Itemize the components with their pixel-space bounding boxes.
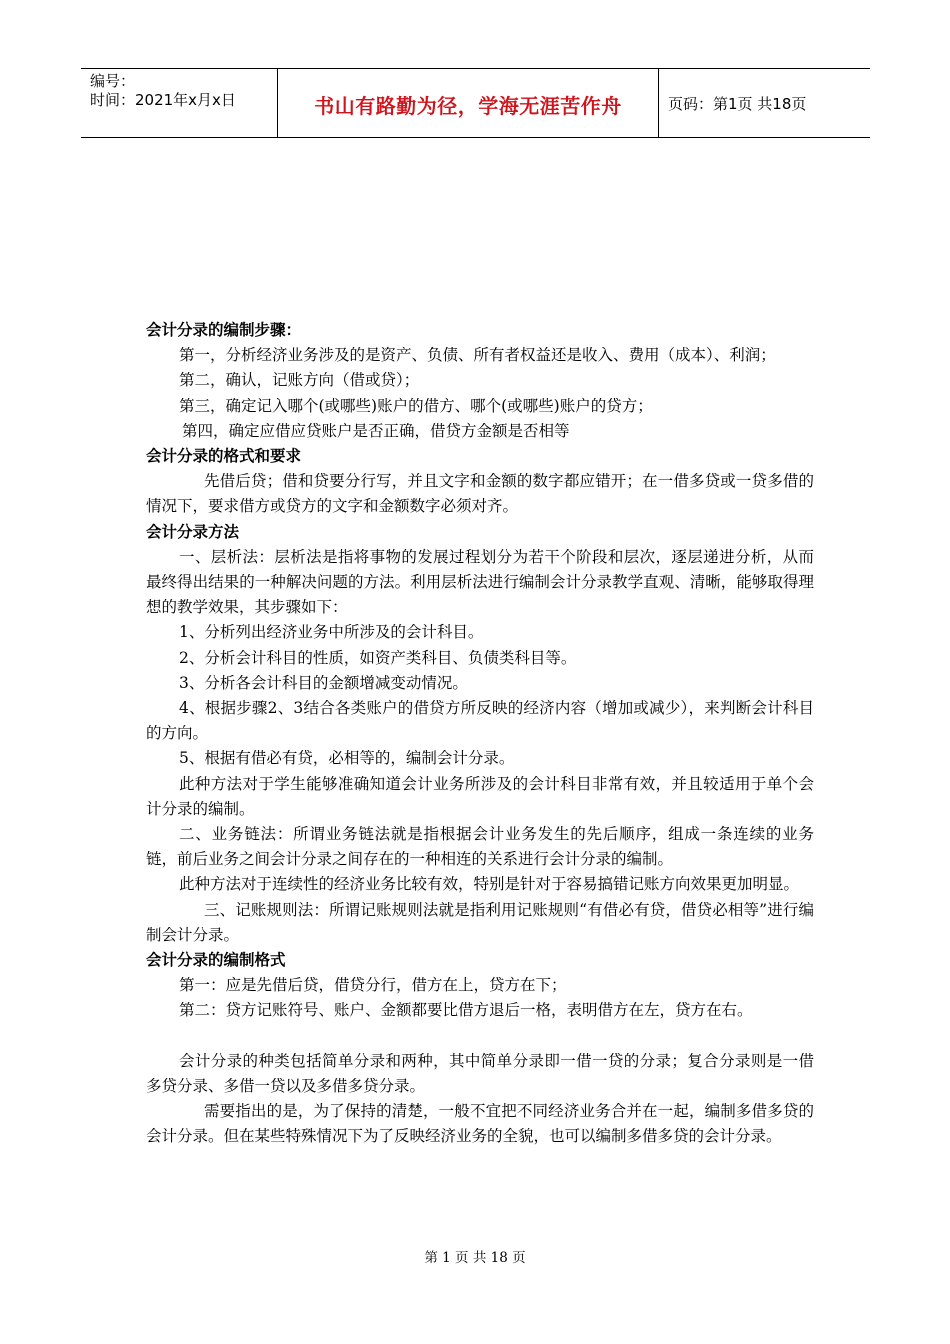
paragraph: 第二：贷方记账符号、账户、金额都要比借方退后一格，表明借方在左，贷方在右。 bbox=[179, 1001, 753, 1020]
section-title-methods: 会计分录方法 bbox=[146, 522, 240, 541]
list-item: 1、分析列出经济业务中所涉及的会计科目。 bbox=[179, 623, 484, 642]
document-body bbox=[146, 318, 814, 1150]
section-title-format: 会计分录的格式和要求 bbox=[146, 447, 302, 466]
paragraph: 第三，确定记入哪个(或哪些)账户的借方、哪个(或哪些)账户的贷方； bbox=[179, 396, 653, 415]
paragraph: 二、业务链法：所谓业务链法就是指根据会计业务发生的先后顺序，组成一条连续的业务链，前后业务之间会计分录之间存在的一种相连的关系进行会计分录的编制。 bbox=[146, 825, 814, 869]
paragraph: 第四，确定应借应贷账户是否正确，借贷方金额是否相等 bbox=[182, 421, 570, 440]
header-motto: 书山有路勤为径，学海无涯苦作舟 bbox=[314, 93, 622, 118]
list-item: 3、分析各会计科目的金额增减变动情况。 bbox=[179, 673, 468, 692]
page-footer: 第 1 页 共 18 页 bbox=[424, 1250, 526, 1266]
document-number-label: 编号： bbox=[90, 72, 136, 90]
paragraph: 第二，确认，记账方向（借或贷）； bbox=[179, 371, 420, 390]
paragraph: 三、记账规则法：所谓记账规则法就是指利用记账规则“有借必有贷，借贷必相等”进行编制会计分录。 bbox=[146, 900, 814, 944]
paragraph: 第一：应是先借后贷，借贷分行，借方在上，贷方在下； bbox=[179, 976, 567, 995]
paragraph: 此种方法对于学生能够准确知道会计业务所涉及的会计科目非常有效，并且较适用于单个会计分录的编制。 bbox=[146, 774, 814, 818]
list-item: 4、根据步骤2、3结合各类账户的借贷方所反映的经济内容（增加或减少），来判断会计科目的方向。 bbox=[146, 699, 814, 743]
header-page-cell bbox=[659, 69, 870, 137]
list-item: 2、分析会计科目的性质，如资产类科目、负债类科目等。 bbox=[179, 648, 577, 667]
paragraph: 需要指出的是，为了保持的清楚，一般不宜把不同经济业务合并在一起，编制多借多贷的会计分录。但在某些特殊情况下为了反映经济业务的全貌，也可以编制多借多贷的会计分录。 bbox=[146, 1102, 814, 1146]
paragraph: 一、层析法：层析法是指将事物的发展过程划分为若干个阶段和层次，逐层递进分析，从而最终得出结果的一种解决问题的方法。利用层析法进行编制会计分录教学直观、清晰，能够取得理想的教学效果，其步骤如下： bbox=[146, 547, 814, 617]
paragraph: 会计分录的种类包括简单分录和两种，其中简单分录即一借一贷的分录；复合分录则是一借多贷分录、多借一贷以及多借多贷分录。 bbox=[146, 1051, 814, 1095]
paragraph: 先借后贷；借和贷要分行写，并且文字和金额的数字都应错开；在一借多贷或一贷多借的情况下，要求借方或贷方的文字和金额数字必须对齐。 bbox=[146, 472, 814, 516]
header-info-cell bbox=[81, 69, 278, 137]
section-title-layout: 会计分录的编制格式 bbox=[146, 951, 286, 970]
section-title-steps: 会计分录的编制步骤： bbox=[146, 321, 302, 339]
header-motto-cell bbox=[278, 69, 659, 137]
list-item: 5、根据有借必有贷，必相等的，编制会计分录。 bbox=[179, 749, 515, 768]
spacer bbox=[146, 1024, 814, 1049]
paragraph: 第一，分析经济业务涉及的是资产、负债、所有者权益还是收入、费用（成本）、利润； bbox=[179, 346, 776, 365]
paragraph: 此种方法对于连续性的经济业务比较有效，特别是针对于容易搞错记账方向效果更加明显。 bbox=[179, 875, 800, 894]
document-header bbox=[81, 68, 870, 138]
document-time-label: 时间：2021年x月x日 bbox=[90, 91, 236, 109]
header-page-label: 页码：第1页 共18页 bbox=[668, 94, 807, 113]
